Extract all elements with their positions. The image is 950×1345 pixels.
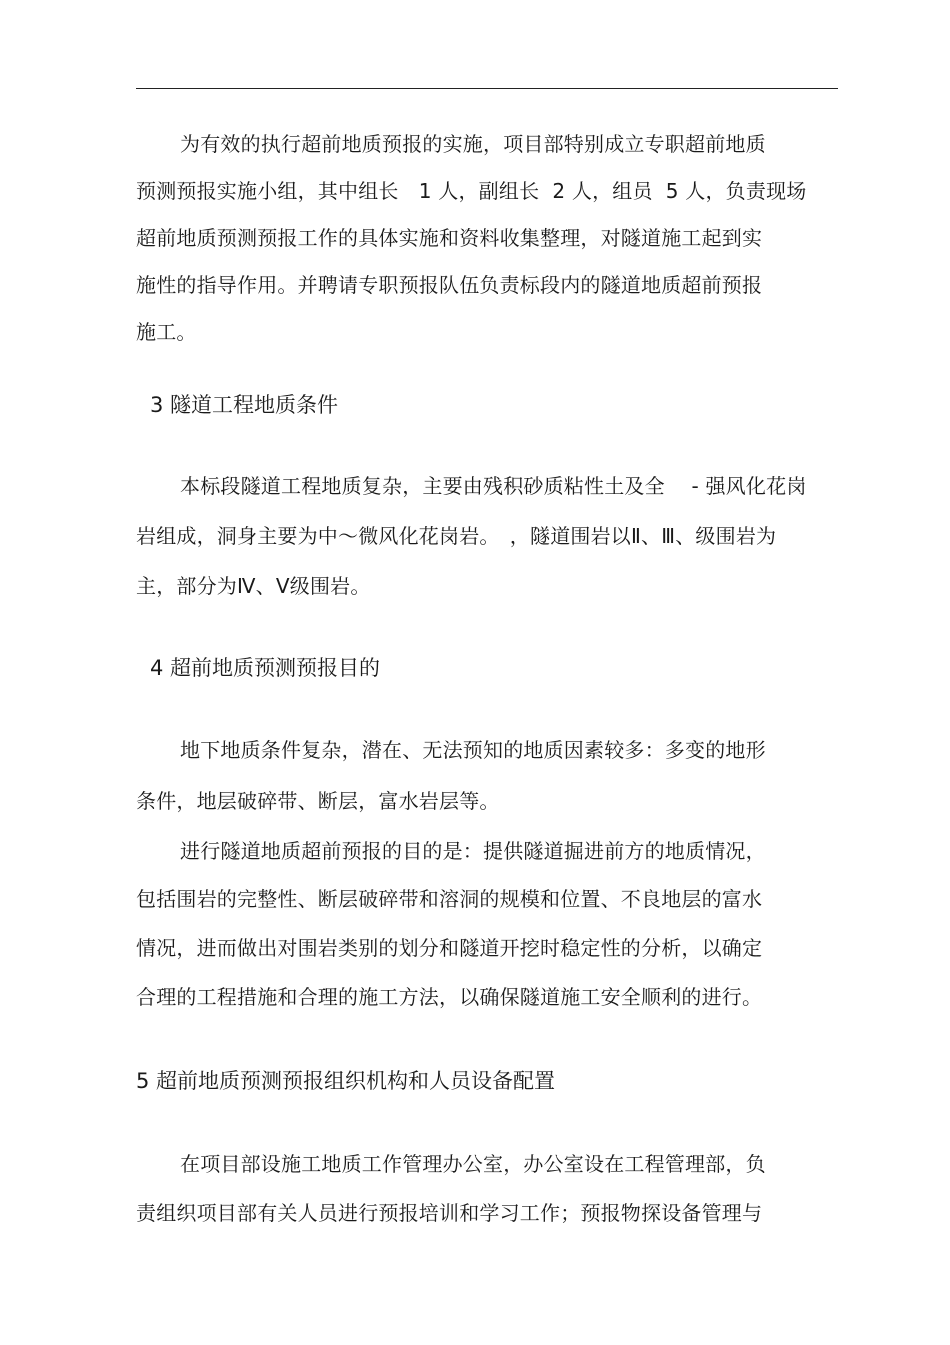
para1-line-4: 施性的指导作用。并聘请专职预报队伍负责标段内的隧道地质超前预报 [136, 273, 763, 297]
para2-line-3: 主，部分为Ⅳ、Ⅴ级围岩。 [136, 574, 371, 598]
section-heading-4: 4 超前地质预测预报目的 [150, 656, 381, 680]
para5-line-1: 在项目部设施工地质工作管理办公室，办公室设在工程管理部，负 [180, 1152, 766, 1176]
para2-line-2: 岩组成，洞身主要为中～微风化花岗岩。 ，隧道围岩以Ⅱ、Ⅲ、级围岩为 [136, 524, 777, 548]
para3-line-1: 地下地质条件复杂，潜在、无法预知的地质因素较多：多变的地形 [180, 738, 766, 762]
para2-line-1: 本标段隧道工程地质复杂，主要由残积砂质粘性土及全 - 强风化花岗 [180, 474, 807, 498]
para1-line-5: 施工。 [136, 320, 197, 344]
para4-line-2: 包括围岩的完整性、断层破碎带和溶洞的规模和位置、不良地层的富水 [136, 887, 763, 911]
para1-line-2: 预测预报实施小组，其中组长 1 人，副组长 2 人，组员 5 人，负责现场 [136, 179, 807, 203]
section-heading-3: 3 隧道工程地质条件 [150, 393, 339, 417]
para5-line-2: 责组织项目部有关人员进行预报培训和学习工作；预报物探设备管理与 [136, 1201, 763, 1225]
para1-line-1: 为有效的执行超前地质预报的实施，项目部特别成立专职超前地质 [180, 132, 766, 156]
para1-line-3: 超前地质预测预报工作的具体实施和资料收集整理，对隧道施工起到实 [136, 226, 763, 250]
para4-line-1: 进行隧道地质超前预报的目的是：提供隧道掘进前方的地质情况， [180, 839, 766, 863]
header-rule [136, 88, 838, 89]
para4-line-3: 情况，进而做出对围岩类别的划分和隧道开挖时稳定性的分析，以确定 [136, 936, 763, 960]
section-heading-5: 5 超前地质预测预报组织机构和人员设备配置 [136, 1069, 556, 1093]
para4-line-4: 合理的工程措施和合理的施工方法，以确保隧道施工安全顺利的进行。 [136, 985, 763, 1009]
para3-line-2: 条件，地层破碎带、断层，富水岩层等。 [136, 789, 500, 813]
